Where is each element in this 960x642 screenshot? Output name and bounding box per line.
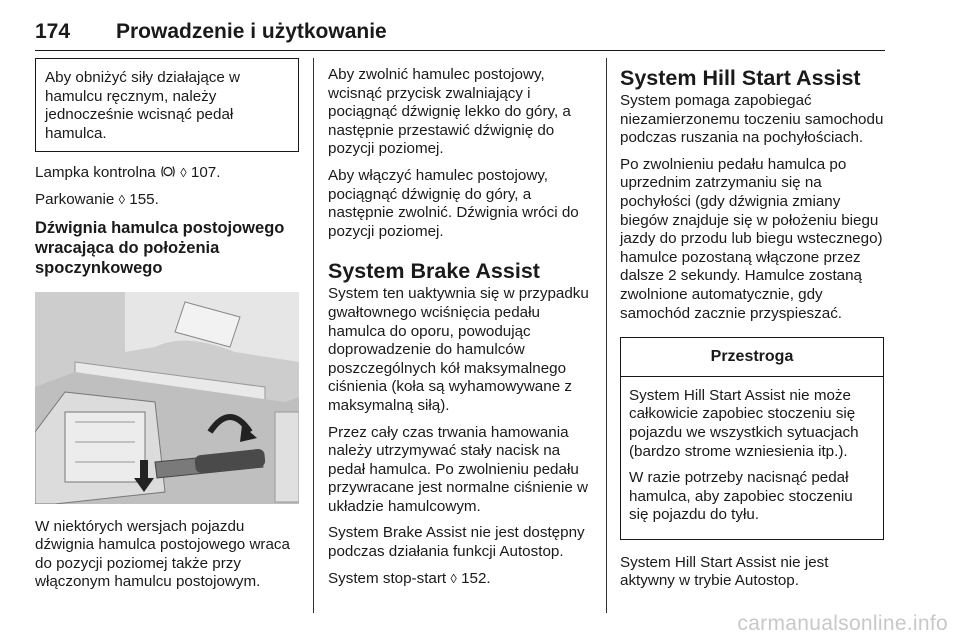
brake-assist-paragraph: System ten uaktywnia się w przypadku gwałtownego wciśnięcia pedału hamulca do oporu, powodując doprowadzenie do hamulców poszczególnych kół maksymalnego ciśnienia (koła są wyhamowywane z maksymalną siłą). [328,285,589,414]
caution-paragraph-1: System Hill Start Assist nie może całkowicie zapobiec stoczeniu się pojazdu we wszystkich sytuacjach (bardzo strome wzniesienia itp.). [629,386,859,460]
chapter-title: Prowadzenie i użytkowanie [116,20,387,43]
right-column [620,58,884,599]
reference-arrow-icon: ◊ [118,191,126,207]
autostop-paragraph: System Brake Assist nie jest dostępny podczas działania funkcji Autostop. [328,524,585,561]
parking-text: Parkowanie [35,190,115,208]
hill-start-heading: System Hill Start Assist [620,66,861,90]
caution-title: Przestroga [621,338,883,377]
hill-start-paragraph-1: System pomaga zapobiegać niezamierzonemu toczeniu samochodu podczas ruszania na pochyłościach. [620,92,884,147]
hill-start-paragraph-2: Po zwolnieniu pedału hamulca po uprzednim zatrzymaniu się na pochyłości (gdy dźwignia zmiany biegów znajduje się w położeniu biegu jazdy do przodu lub biegu wstecznego) hamulce pozostaną włączone przez dalsze 2 sekundy. Hamulce zostaną zwolnione automatycznie, gdy samochód zacznie przyspieszać. [620,155,883,322]
middle-column [328,58,594,596]
note-box [35,58,299,152]
watermark: carmanualsonline.info [737,612,948,635]
caution-body [621,377,883,539]
header-rule [35,50,885,51]
apply-paragraph: Aby włączyć hamulec postojowy, pociągnąć dźwignię do góry, a następnie zwolnić. Dźwignia wróci do pozycji poziomej. [328,166,579,240]
lamp-reference [35,164,299,183]
hill-start-autostop-paragraph: System Hill Start Assist nie jest aktywny w trybie Autostop. [620,553,829,590]
caution-paragraph-2: W razie potrzeby nacisnąć pedał hamulca, aby zapobiec stoczeniu się pojazdu do tyłu. [629,469,853,524]
page-number: 174 [35,20,71,43]
page-header [35,20,885,50]
stop-start-page-ref[interactable]: 152. [461,569,491,587]
parking-brake-figure [35,292,299,504]
reference-arrow-icon: ◊ [180,165,187,181]
note-text: Aby obniżyć siły działające w hamulcu ręcznym, należy jednocześnie wcisnąć pedał hamulca. [45,69,240,142]
column-divider [606,58,607,613]
lamp-page-ref[interactable]: 107. [190,164,221,182]
caution-box [620,337,884,540]
stop-start-text: System stop-start [328,569,447,587]
figure-caption: W niektórych wersjach pojazdu dźwignia hamulca postojowego wraca do pozycji poziomej także przy włączonym hamulcu postojowym. [35,517,290,591]
parking-reference [35,191,299,210]
brake-warning-icon [160,164,180,181]
parking-page-ref[interactable]: 155. [129,190,159,208]
brake-assist-heading: System Brake Assist [328,259,540,284]
release-paragraph: Aby zwolnić hamulec postojowy, wcisnąć przycisk zwalniający i pociągnąć dźwignię lekko do góry, a następnie przestawić dźwignię do pozycji poziomej. [328,66,571,158]
stop-start-reference [328,570,594,589]
lamp-text: Lampka kontrolna [35,164,156,182]
reference-arrow-icon: ◊ [450,570,457,586]
brake-pressure-paragraph: Przez cały czas trwania hamowania należy utrzymywać stały nacisk na pedał hamulca. Po zwolnieniu pedału przywracane jest normalne ciśnienie w układzie hamulcowym. [328,423,588,515]
left-column [35,58,299,600]
column-divider [313,58,314,613]
section-heading: Dźwignia hamulca postojowego wracająca do położenia spoczynkowego [35,218,285,277]
